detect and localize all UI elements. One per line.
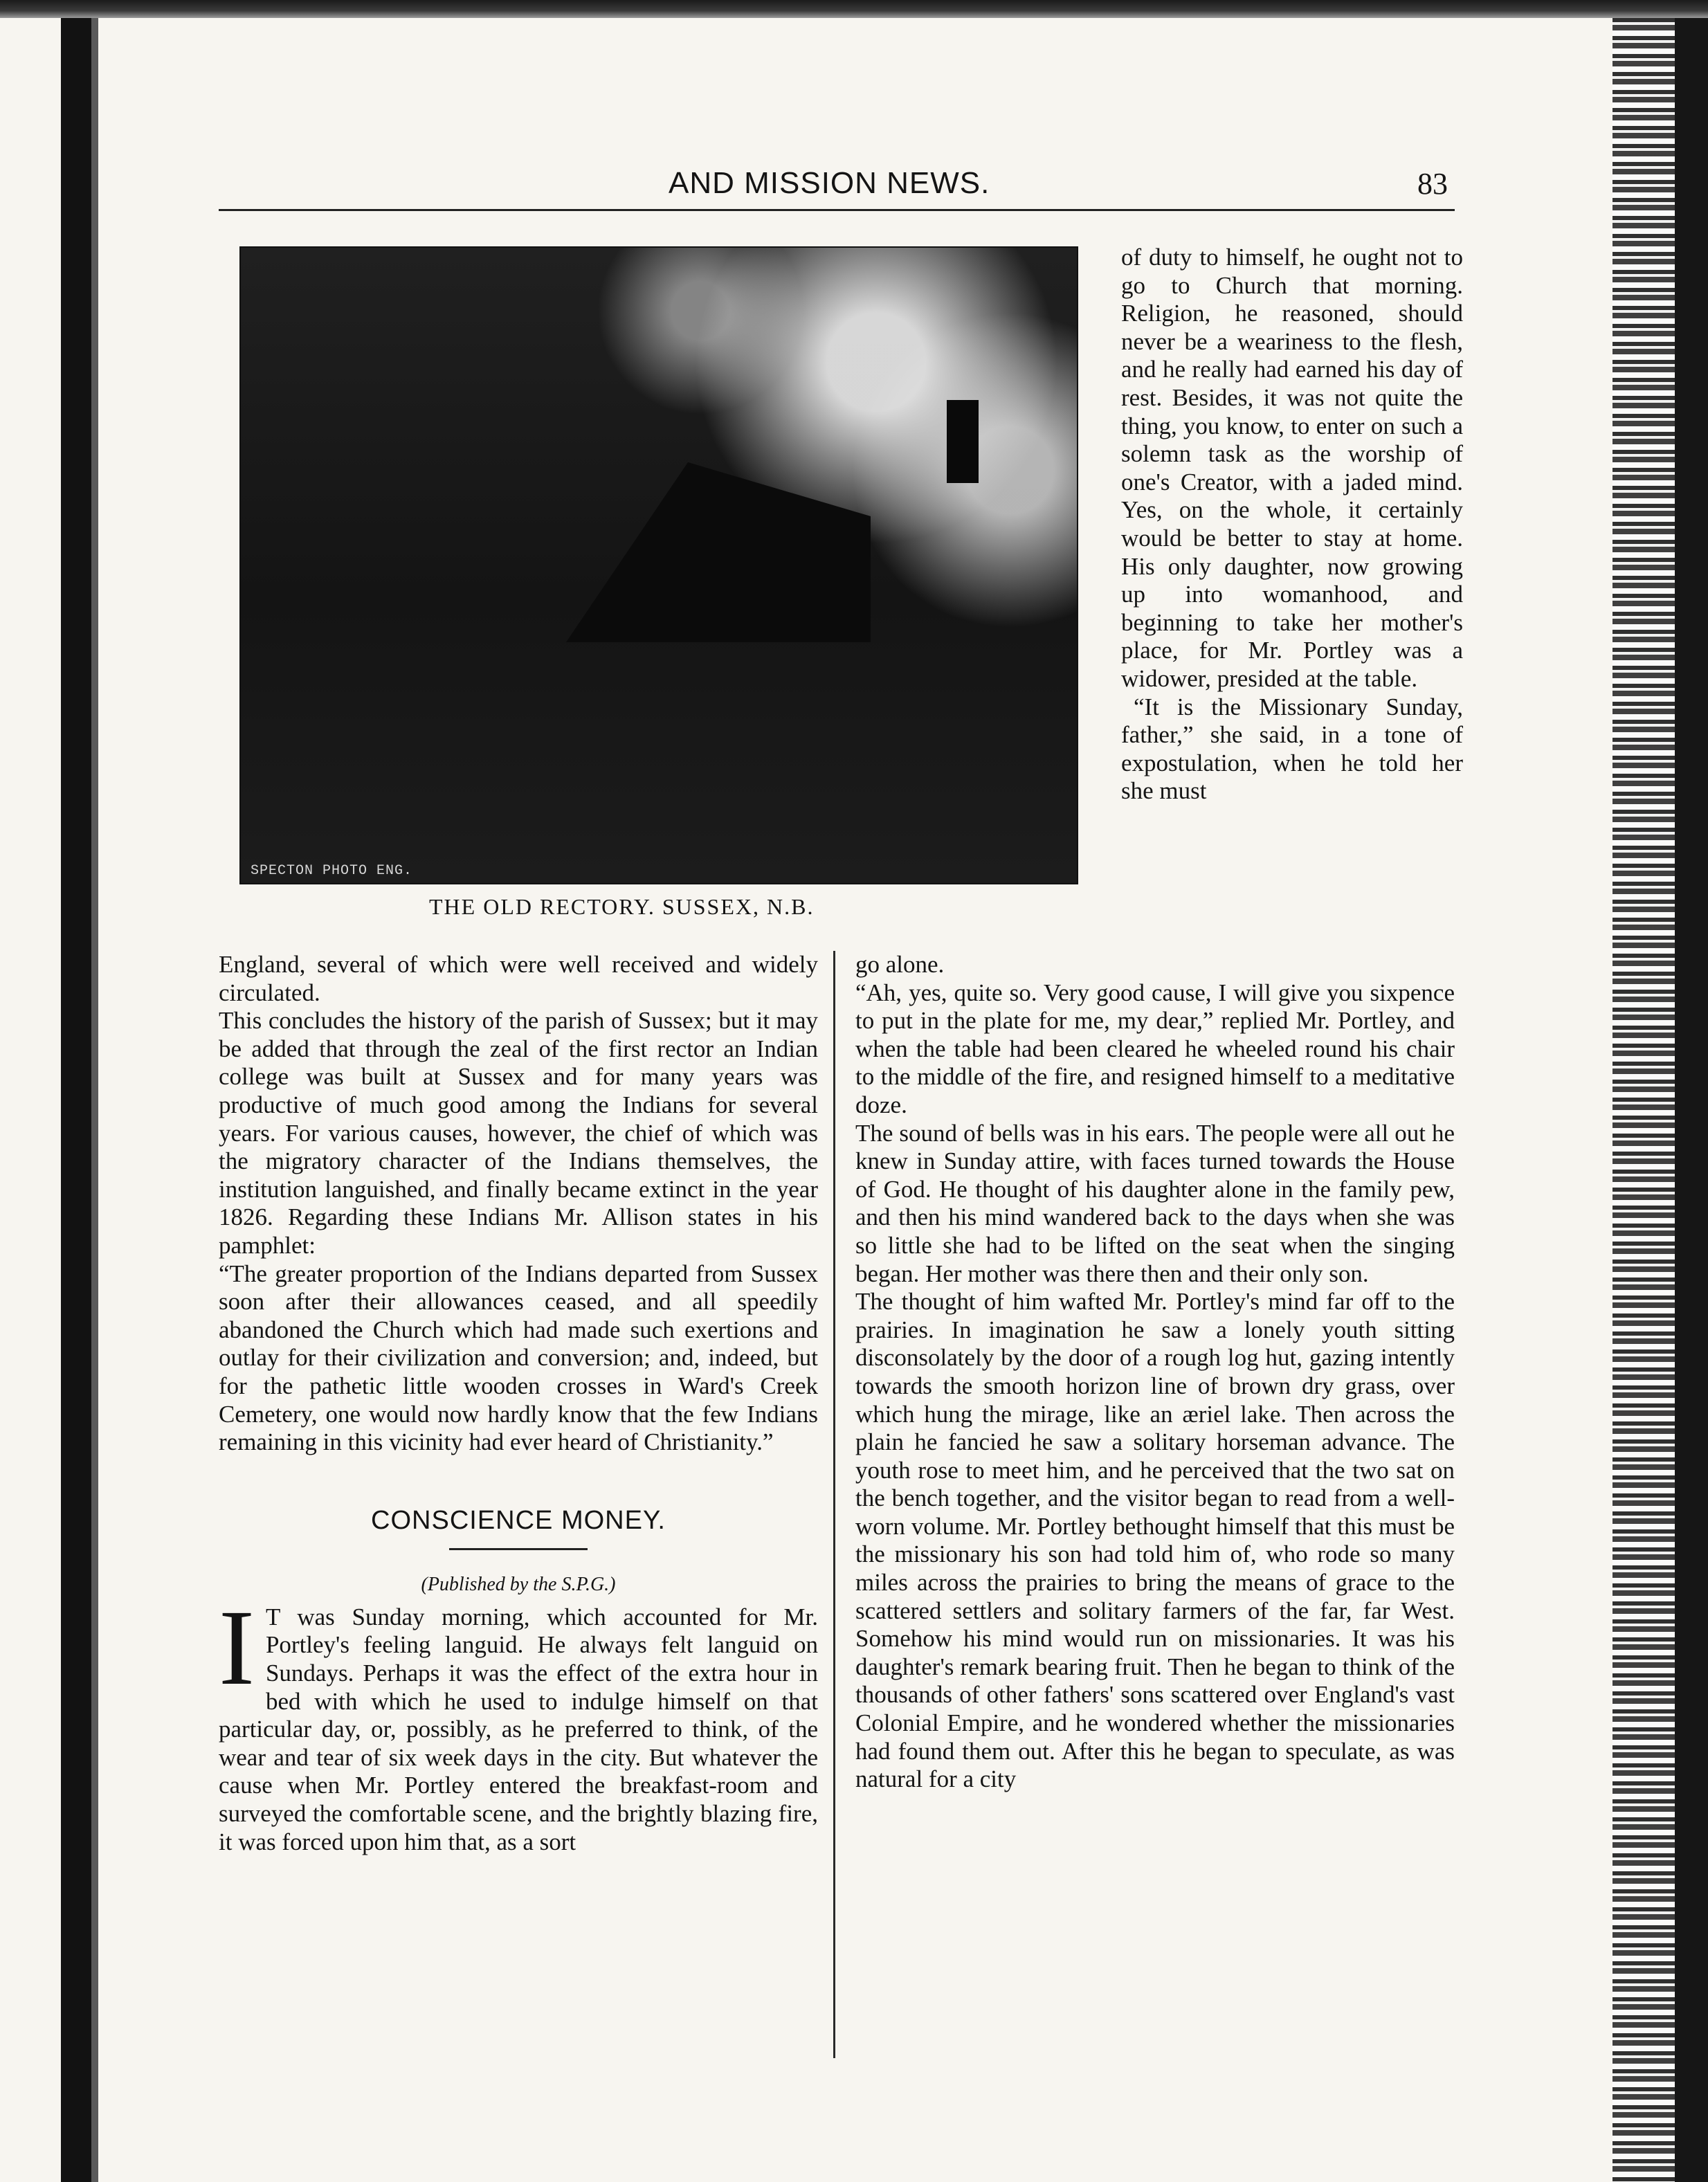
- scan-border-left: [61, 18, 91, 2182]
- article-byline: (Published by the S.P.G.): [421, 1574, 616, 1596]
- paragraph: “It is the Missionary Sunday, father,” she said, in a tone of expostulation, when he told her she must: [1121, 693, 1463, 805]
- column-divider: [833, 951, 835, 2058]
- scan-border-top: [0, 0, 1708, 18]
- photo-chimney: [947, 400, 979, 483]
- paragraph: The sound of bells was in his ears. The people were all out he knew in Sunday attire, with faces turned towards the House of God. He thought of his daughter alone in the family pew, and then his mind wandered back to the days when she was so little she had to be lifted on the seat when the singing began. Her mother was there then and their only son.: [855, 1119, 1455, 1287]
- paragraph: go alone.: [855, 951, 945, 978]
- paragraph-text: T was Sunday morning, which accounted for Mr. Portley's feeling languid. He always felt languid on Sundays. Perhaps it was the effect of the extra hour in bed with which he used to indulge himself on that particular day, or, possibly, as he preferred to think, of the wear and tear of six week days in the city. But whatever the cause when Mr. Portley entered the breakfast-room and surveyed the comfortable scene, and the brightly blazing fire, it was forced upon him that, as a sort: [219, 1603, 818, 1855]
- running-title: AND MISSION NEWS.: [669, 166, 990, 200]
- paragraph: This concludes the history of the parish of Sussex; but it may be added that through the zeal of the first rector an Indian college was built at Sussex and for many years was productive of much good among the Indians for several years. For various causes, however, the chief of which was the migratory character of the Indians themselves, the institution languished, and finally became extinct in the year 1826. Regarding these Indians Mr. Allison states in his pamphlet:: [219, 1007, 818, 1259]
- page-header: [219, 161, 1455, 209]
- photo-house-roof: [566, 462, 871, 642]
- paragraph: “The greater proportion of the Indians departed from Sussex soon after their allowances ceased, and all speedily abandoned the Church which had made such exertions and outlay for their civilization and conversion; and, indeed, but for the pathetic little wooden crosses in Ward's Creek Cemetery, one would now hardly know that the few Indians remaining in this vicinity had ever heard of Christianity.”: [219, 1260, 818, 1456]
- left-column: [219, 951, 818, 1856]
- right-column: [855, 951, 1455, 1794]
- paragraph: England, several of which were well received and widely circulated.: [219, 951, 818, 1006]
- header-rule: [219, 209, 1455, 211]
- page-number: 83: [1417, 167, 1448, 201]
- photo-engraver-credit: SPECTON PHOTO ENG.: [251, 863, 413, 879]
- article-title: CONSCIENCE MONEY.: [371, 1505, 666, 1535]
- right-top-column: [1121, 244, 1463, 806]
- rectory-photo: [239, 246, 1078, 884]
- paragraph: The thought of him wafted Mr. Portley's mind far off to the prairies. In imagination he saw a lonely youth sitting disconsolately by the door of a rough log hut, gazing intently towards the smooth horizon line of brown dry grass, over which hung the mirage, like an æriel lake. Then across the plain he fancied he saw a solitary horseman advance. The youth rose to meet him, and he perceived that the two sat on the bench together, and the visitor began to read from a well-worn volume. Mr. Portley bethought himself that this must be the missionary his son had told him of, who rode so many miles across the prairies to bring the means of grace to the scattered settlers and solitary farmers of the far, far West. Somehow his mind would run on missionaries. It was his daughter's remark bearing fruit. Then he began to think of the thousands of other fathers' sons scattered over England's vast Colonial Empire, and he wondered whether the missionaries had found them out. After this he began to speculate, as was natural for a city: [855, 1288, 1455, 1793]
- paragraph: “Ah, yes, quite so. Very good cause, I will give you sixpence to put in the plate for me, my dear,” replied Mr. Portley, and when the table had been cleared he wheeled round his chair to the middle of the fire, and resigned himself to a meditative doze.: [855, 979, 1455, 1118]
- paragraph: of duty to himself, he ought not to go to Church that morning. Religion, he reasoned, should never be a weariness to the flesh, and he really had earned his day of rest. Besides, it was not quite the thing, you know, to enter on such a solemn task as the worship of one's Creator, with a jaded mind. Yes, on the whole, it certainly would be better to stay at home. His only daughter, now growing up into womanhood, and beginning to take her mother's place, for Mr. Portley was a widower, presided at the table.: [1121, 244, 1463, 692]
- title-rule: [449, 1548, 588, 1550]
- drop-cap: I: [219, 1587, 255, 1707]
- scan-border-left-shadow: [91, 18, 98, 2182]
- photo-caption: THE OLD RECTORY. SUSSEX, N.B.: [429, 894, 815, 919]
- scan-border-right-dark: [1675, 18, 1708, 2182]
- paragraph: [219, 1587, 818, 1856]
